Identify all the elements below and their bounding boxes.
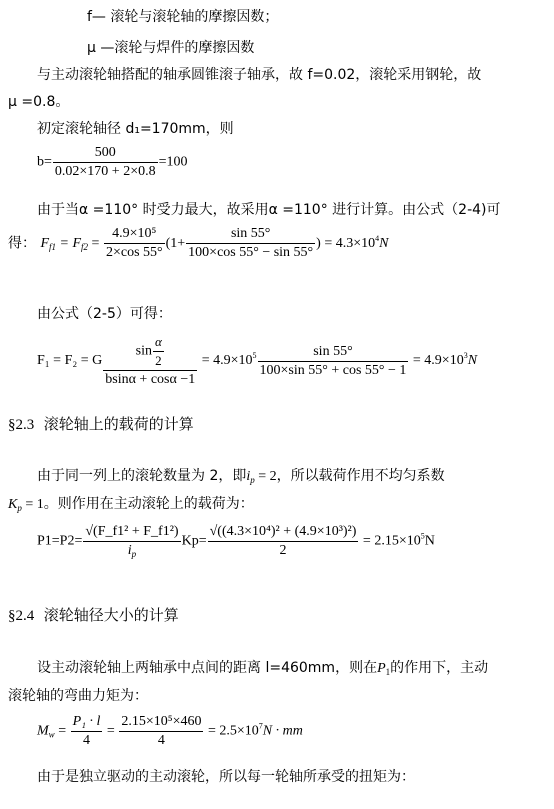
equation-p-lhs: P1=P2= — [37, 533, 83, 549]
equation-f12-den1: bsinα + cosα −1 — [105, 372, 196, 387]
equation-m-lhs-sub: w — [48, 729, 55, 740]
equation-ff-sub2: f2 — [81, 241, 89, 252]
paragraph-moment-text-b: 的作用下，主动 — [390, 660, 489, 676]
equation-ff-eq: = F — [56, 235, 82, 251]
section-title: 滚轮轴径大小的计算 — [43, 606, 179, 624]
equation-f12-fraction1 — [103, 334, 197, 388]
var-i: i — [246, 469, 251, 484]
var-i-value: = 2 — [254, 469, 277, 484]
equation-p-kp: Kp= — [181, 533, 207, 549]
equation-ff-row — [8, 226, 388, 261]
equation-b-denominator: 0.02×170 + 2×0.8 — [54, 164, 156, 179]
equation-p-fraction2 — [208, 524, 359, 559]
equation-m — [37, 714, 303, 749]
equation-m-rhs: = 2.5×10 — [204, 723, 259, 739]
equation-m-eq: = — [54, 723, 70, 739]
equation-m-num2: 2.15×10⁵×460 — [119, 714, 203, 732]
equation-m-den2: 4 — [157, 733, 165, 748]
equation-ff-den1: 2×cos 55° — [105, 245, 163, 260]
equation-p-den1-sub: p — [131, 549, 137, 559]
paragraph-moment-line2: 滚轮轴的弯曲力矩为： — [8, 688, 148, 704]
equation-p-rhs: = 2.15×10 — [359, 533, 421, 549]
equation-ff-symbol: F — [40, 235, 50, 251]
equation-p-num2: √((4.3×10⁴)² + (4.9×10³)²) — [208, 524, 359, 542]
equation-f12-alpha: α — [153, 334, 164, 352]
paragraph-load-text-a: 由于同一列上的滚轮数量为 2，即 — [37, 468, 247, 484]
equation-f12-lhs: F₁ = F₂ = G — [37, 353, 103, 368]
var-p: P — [377, 661, 386, 676]
equation-p-unit: N — [424, 533, 435, 549]
section-heading-2-4 — [8, 604, 179, 625]
equation-f1-f2 — [37, 334, 477, 388]
paragraph-load-line2 — [8, 493, 254, 513]
equation-f12-rhs-exp: 3 — [463, 351, 468, 361]
equation-f12-den2: 100×sin 55° + cos 55° − 1 — [259, 362, 407, 378]
equation-b-rhs: =100 — [158, 154, 188, 170]
equation-p-num1: √(F_f1² + F_f1²) — [83, 524, 180, 542]
paragraph-moment-line1 — [37, 657, 488, 677]
var-k: K — [8, 497, 18, 512]
equation-m-num1: P₁ · l — [71, 714, 103, 732]
section-number: §2.3 — [8, 417, 35, 433]
paragraph-load-line1 — [37, 465, 445, 485]
definition-mu: μ —滚轮与焊件的摩擦因数 — [87, 40, 255, 56]
section-heading-2-3 — [8, 413, 194, 434]
equation-f12-num1 — [103, 334, 197, 371]
var-k-sub: p — [17, 503, 22, 513]
equation-p-fraction1 — [83, 524, 180, 559]
equation-p-den1: i — [127, 543, 132, 558]
paragraph-angle-line1: 由于当α =110° 时受力最大，故采用α =110° 进行计算。由公式（2-4)可 — [37, 202, 501, 218]
equation-m-unit: N · mm — [262, 723, 303, 739]
paragraph-formula-2-5: 由公式（2-5）可得： — [37, 306, 172, 322]
equation-ff-fraction2 — [186, 226, 315, 261]
equation-f12-num2: sin 55° — [258, 344, 409, 362]
paragraph-angle-line2: 得： — [8, 235, 36, 252]
paragraph-load-text-c: ，所以载荷作用不均匀系数 — [276, 468, 445, 484]
var-k-value: = 1 — [21, 497, 44, 512]
equation-b-numerator: 500 — [53, 145, 158, 163]
equation-ff-num2: sin 55° — [186, 226, 315, 244]
equation-ff-result: ) = 4.3×10 — [316, 235, 376, 251]
equation-p-den2: 2 — [279, 543, 287, 558]
equation-m-fraction2 — [119, 714, 203, 749]
equation-m-fraction1 — [71, 714, 103, 749]
equation-ff-open: (1+ — [165, 235, 186, 251]
var-i-sub: p — [250, 475, 255, 485]
equation-f12-two: 2 — [155, 353, 162, 368]
paragraph-load-text-d: 。则作用在主动滚轮上的载荷为： — [43, 496, 254, 512]
paragraph-bearing-line2: μ =0.8。 — [8, 94, 70, 110]
var-p-sub: 1 — [385, 667, 391, 677]
equation-f12-rhs: = 4.9×10 — [409, 353, 464, 368]
equation-f12-unit: N — [467, 353, 478, 368]
section-number: §2.4 — [8, 608, 35, 624]
equation-f12-fraction2 — [258, 344, 409, 379]
equation-ff-fraction1 — [104, 226, 165, 261]
equation-m-eq2: = — [103, 723, 119, 739]
equation-b-fraction — [53, 145, 158, 180]
definition-f: f— 滚轮与滚轮轴的摩擦因数； — [87, 9, 279, 25]
equation-f12-mid: = 4.9×10 — [198, 353, 253, 368]
section-title: 滚轮轴上的载荷的计算 — [43, 415, 194, 433]
equation-ff-eq2: = — [88, 235, 103, 251]
paragraph-torque: 由于是独立驱动的主动滚轮，所以每一轮轴所承受的扭矩为： — [37, 769, 415, 785]
equation-ff-sub1: f1 — [49, 241, 57, 252]
equation-f12-sin: sin — [135, 343, 152, 359]
equation-b — [37, 145, 188, 180]
equation-p-rhs-exp: 5 — [420, 531, 425, 541]
equation-b-lhs: b= — [37, 154, 52, 170]
equation-ff-unit: N — [379, 235, 389, 251]
equation-m-den1: 4 — [83, 733, 90, 748]
equation-f12-half-alpha — [153, 334, 164, 369]
paragraph-bearing-line1: 与主动滚轮轴搭配的轴承圆锥滚子轴承，故 f=0.02，滚轮采用钢轮，故 — [37, 67, 482, 83]
paragraph-shaft-diameter: 初定滚轮轴径 d₁=170mm，则 — [37, 121, 234, 137]
equation-ff-exponent: 4 — [375, 233, 380, 243]
equation-p — [37, 524, 435, 559]
equation-m-rhs-exp: 7 — [258, 721, 263, 731]
paragraph-moment-text-a: 设主动滚轮轴上两轴承中点间的距离 l=460mm，则在 — [37, 660, 378, 676]
equation-ff-den2: 100×cos 55° − sin 55° — [188, 245, 314, 260]
equation-ff-num1: 4.9×10⁵ — [104, 226, 165, 244]
equation-m-lhs: M — [37, 723, 49, 739]
equation-f12-mid-exp: 5 — [252, 351, 257, 361]
